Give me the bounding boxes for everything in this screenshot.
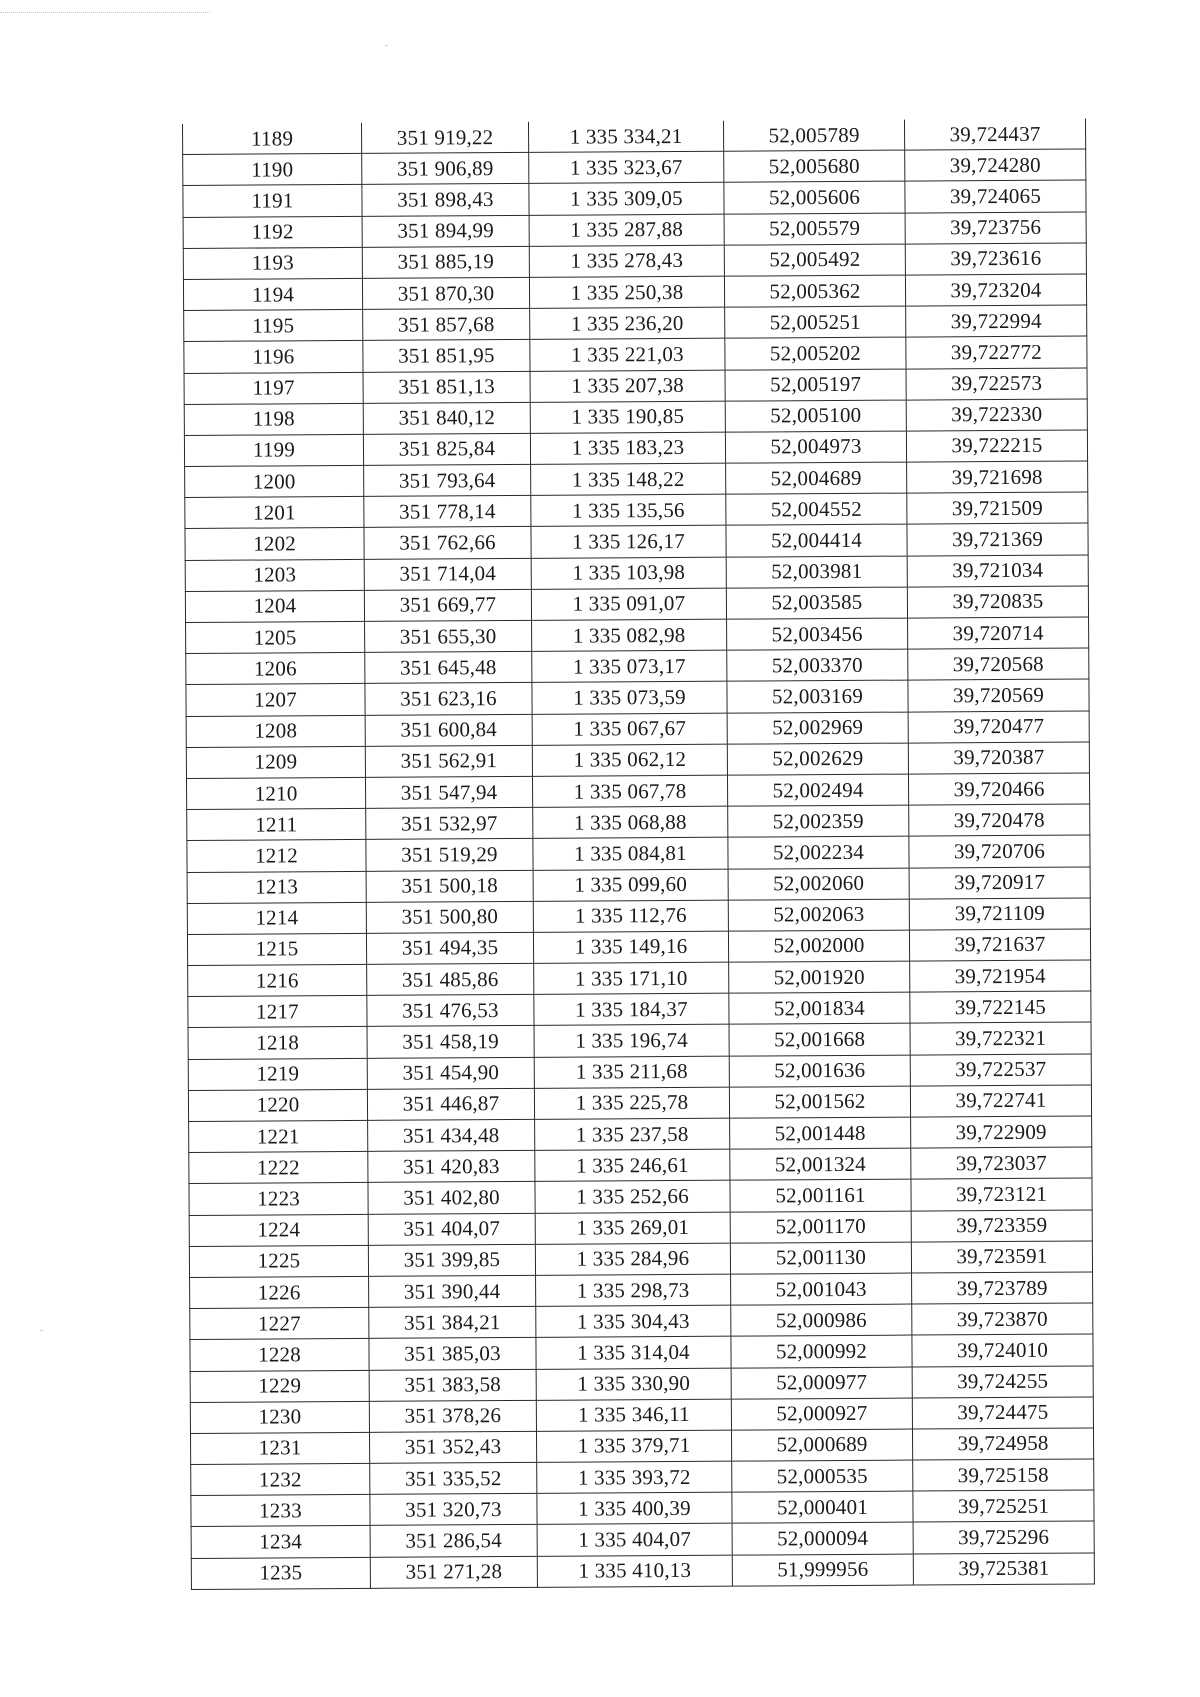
latitude-cell: 52,000986 <box>731 1304 912 1336</box>
latitude-cell: 52,000927 <box>731 1398 912 1430</box>
y-coordinate-cell: 1 335 103,98 <box>531 557 726 589</box>
point-number-cell: 1206 <box>186 653 365 685</box>
x-coordinate-cell: 351 851,95 <box>363 340 530 372</box>
latitude-cell: 52,002000 <box>728 930 909 962</box>
y-coordinate-cell: 1 335 196,74 <box>534 1025 729 1057</box>
longitude-cell: 39,721698 <box>907 461 1088 493</box>
longitude-cell: 39,725158 <box>913 1459 1094 1491</box>
y-coordinate-cell: 1 335 252,66 <box>535 1181 730 1213</box>
x-coordinate-cell: 351 840,12 <box>363 402 530 434</box>
latitude-cell: 52,001170 <box>730 1211 911 1243</box>
y-coordinate-cell: 1 335 379,71 <box>536 1430 731 1462</box>
point-number-cell: 1196 <box>184 341 363 373</box>
x-coordinate-cell: 351 851,13 <box>363 371 530 403</box>
y-coordinate-cell: 1 335 225,78 <box>534 1087 729 1119</box>
x-coordinate-cell: 351 494,35 <box>366 932 533 964</box>
coordinates-table-body <box>182 118 1094 1589</box>
x-coordinate-cell: 351 402,80 <box>368 1182 535 1214</box>
x-coordinate-cell: 351 906,89 <box>362 153 529 185</box>
latitude-cell: 52,000977 <box>731 1367 912 1399</box>
y-coordinate-cell: 1 335 323,67 <box>529 151 724 183</box>
scan-artifact-dot <box>385 45 388 46</box>
y-coordinate-cell: 1 335 346,11 <box>536 1399 731 1431</box>
y-coordinate-cell: 1 335 068,88 <box>533 806 728 838</box>
longitude-cell: 39,724475 <box>912 1397 1093 1429</box>
y-coordinate-cell: 1 335 149,16 <box>533 931 728 963</box>
longitude-cell: 39,721034 <box>907 555 1088 587</box>
longitude-cell: 39,721509 <box>907 492 1088 524</box>
y-coordinate-cell: 1 335 287,88 <box>529 214 724 246</box>
longitude-cell: 39,720568 <box>908 648 1089 680</box>
latitude-cell: 52,000992 <box>731 1335 912 1367</box>
latitude-cell: 52,001130 <box>730 1242 911 1274</box>
y-coordinate-cell: 1 335 084,81 <box>533 837 728 869</box>
longitude-cell: 39,722994 <box>906 305 1087 337</box>
latitude-cell: 52,002969 <box>727 712 908 744</box>
longitude-cell: 39,720706 <box>909 835 1090 867</box>
y-coordinate-cell: 1 335 269,01 <box>535 1212 730 1244</box>
point-number-cell: 1223 <box>189 1183 368 1215</box>
longitude-cell: 39,724958 <box>912 1428 1093 1460</box>
y-coordinate-cell: 1 335 099,60 <box>533 869 728 901</box>
x-coordinate-cell: 351 562,91 <box>365 745 532 777</box>
longitude-cell: 39,723204 <box>905 274 1086 306</box>
point-number-cell: 1198 <box>184 403 363 435</box>
point-number-cell: 1190 <box>183 154 362 186</box>
point-number-cell: 1219 <box>188 1058 367 1090</box>
point-number-cell: 1192 <box>183 216 362 248</box>
latitude-cell: 52,001043 <box>731 1273 912 1305</box>
x-coordinate-cell: 351 286,54 <box>370 1525 537 1557</box>
longitude-cell: 39,723789 <box>912 1272 1093 1304</box>
longitude-cell: 39,720477 <box>908 711 1089 743</box>
point-number-cell: 1234 <box>191 1526 370 1558</box>
point-number-cell: 1229 <box>190 1370 369 1402</box>
x-coordinate-cell: 351 894,99 <box>362 215 529 247</box>
point-number-cell: 1200 <box>185 465 364 497</box>
point-number-cell: 1222 <box>189 1152 368 1184</box>
longitude-cell: 39,722537 <box>910 1054 1091 1086</box>
point-number-cell: 1235 <box>191 1557 370 1589</box>
x-coordinate-cell: 351 547,94 <box>365 776 532 808</box>
point-number-cell: 1218 <box>188 1027 367 1059</box>
x-coordinate-cell: 351 454,90 <box>367 1057 534 1089</box>
point-number-cell: 1221 <box>189 1120 368 1152</box>
x-coordinate-cell: 351 762,66 <box>364 527 531 559</box>
longitude-cell: 39,724010 <box>912 1334 1093 1366</box>
longitude-cell: 39,723121 <box>911 1178 1092 1210</box>
latitude-cell: 52,001562 <box>729 1086 910 1118</box>
x-coordinate-cell: 351 500,18 <box>366 870 533 902</box>
point-number-cell: 1202 <box>185 528 364 560</box>
latitude-cell: 52,002359 <box>728 805 909 837</box>
point-number-cell: 1203 <box>185 559 364 591</box>
longitude-cell: 39,720387 <box>908 742 1089 774</box>
point-number-cell: 1191 <box>183 185 362 217</box>
latitude-cell: 52,005362 <box>724 275 905 307</box>
latitude-cell: 52,003370 <box>727 649 908 681</box>
point-number-cell: 1189 <box>182 123 361 155</box>
x-coordinate-cell: 351 404,07 <box>368 1213 535 1245</box>
longitude-cell: 39,724437 <box>904 118 1085 150</box>
point-number-cell: 1224 <box>189 1214 368 1246</box>
longitude-cell: 39,721637 <box>909 929 1090 961</box>
longitude-cell: 39,722909 <box>911 1116 1092 1148</box>
y-coordinate-cell: 1 335 171,10 <box>534 962 729 994</box>
y-coordinate-cell: 1 335 062,12 <box>532 744 727 776</box>
y-coordinate-cell: 1 335 207,38 <box>530 370 725 402</box>
longitude-cell: 39,723037 <box>911 1147 1092 1179</box>
longitude-cell: 39,722215 <box>906 430 1087 462</box>
latitude-cell: 52,005197 <box>725 369 906 401</box>
y-coordinate-cell: 1 335 404,07 <box>537 1524 732 1556</box>
longitude-cell: 39,720835 <box>907 586 1088 618</box>
x-coordinate-cell: 351 919,22 <box>361 122 528 154</box>
table-row <box>191 1553 1094 1590</box>
point-number-cell: 1197 <box>184 372 363 404</box>
y-coordinate-cell: 1 335 278,43 <box>529 245 724 277</box>
y-coordinate-cell: 1 335 082,98 <box>532 619 727 651</box>
scan-artifact-dot <box>40 1330 43 1331</box>
longitude-cell: 39,720714 <box>908 617 1089 649</box>
y-coordinate-cell: 1 335 135,56 <box>531 494 726 526</box>
scan-artifact-line <box>0 12 210 15</box>
point-number-cell: 1211 <box>187 809 366 841</box>
longitude-cell: 39,723756 <box>905 212 1086 244</box>
y-coordinate-cell: 1 335 330,90 <box>536 1368 731 1400</box>
x-coordinate-cell: 351 655,30 <box>365 620 532 652</box>
longitude-cell: 39,723359 <box>911 1210 1092 1242</box>
x-coordinate-cell: 351 500,80 <box>366 901 533 933</box>
point-number-cell: 1212 <box>187 840 366 872</box>
y-coordinate-cell: 1 335 284,96 <box>535 1243 730 1275</box>
point-number-cell: 1209 <box>186 746 365 778</box>
latitude-cell: 52,003169 <box>727 680 908 712</box>
longitude-cell: 39,724280 <box>905 149 1086 181</box>
latitude-cell: 52,001834 <box>729 992 910 1024</box>
x-coordinate-cell: 351 623,16 <box>365 683 532 715</box>
y-coordinate-cell: 1 335 091,07 <box>531 588 726 620</box>
point-number-cell: 1231 <box>190 1432 369 1464</box>
longitude-cell: 39,722321 <box>910 1022 1091 1054</box>
coordinates-table-container <box>182 119 1089 1590</box>
x-coordinate-cell: 351 399,85 <box>368 1244 535 1276</box>
y-coordinate-cell: 1 335 246,61 <box>535 1149 730 1181</box>
latitude-cell: 52,004689 <box>726 462 907 494</box>
x-coordinate-cell: 351 446,87 <box>367 1088 534 1120</box>
point-number-cell: 1214 <box>187 902 366 934</box>
y-coordinate-cell: 1 335 221,03 <box>530 339 725 371</box>
y-coordinate-cell: 1 335 148,22 <box>531 463 726 495</box>
latitude-cell: 52,002629 <box>727 743 908 775</box>
point-number-cell: 1216 <box>188 964 367 996</box>
point-number-cell: 1233 <box>191 1495 370 1527</box>
y-coordinate-cell: 1 335 211,68 <box>534 1056 729 1088</box>
point-number-cell: 1230 <box>190 1401 369 1433</box>
latitude-cell: 52,005680 <box>724 150 905 182</box>
x-coordinate-cell: 351 378,26 <box>369 1400 536 1432</box>
y-coordinate-cell: 1 335 304,43 <box>536 1305 731 1337</box>
x-coordinate-cell: 351 669,77 <box>364 589 531 621</box>
longitude-cell: 39,720478 <box>909 804 1090 836</box>
latitude-cell: 52,001668 <box>729 1024 910 1056</box>
longitude-cell: 39,721109 <box>909 898 1090 930</box>
x-coordinate-cell: 351 458,19 <box>367 1026 534 1058</box>
x-coordinate-cell: 351 476,53 <box>367 995 534 1027</box>
y-coordinate-cell: 1 335 073,17 <box>532 650 727 682</box>
point-number-cell: 1208 <box>186 715 365 747</box>
x-coordinate-cell: 351 885,19 <box>362 246 529 278</box>
latitude-cell: 52,004414 <box>726 525 907 557</box>
x-coordinate-cell: 351 532,97 <box>366 807 533 839</box>
longitude-cell: 39,725251 <box>913 1490 1094 1522</box>
y-coordinate-cell: 1 335 184,37 <box>534 993 729 1025</box>
latitude-cell: 52,005251 <box>725 306 906 338</box>
point-number-cell: 1201 <box>185 497 364 529</box>
latitude-cell: 52,005492 <box>724 244 905 276</box>
x-coordinate-cell: 351 778,14 <box>364 496 531 528</box>
x-coordinate-cell: 351 600,84 <box>365 714 532 746</box>
y-coordinate-cell: 1 335 393,72 <box>537 1461 732 1493</box>
latitude-cell: 52,005606 <box>724 181 905 213</box>
x-coordinate-cell: 351 434,48 <box>368 1119 535 1151</box>
point-number-cell: 1210 <box>186 777 365 809</box>
latitude-cell: 51,999956 <box>732 1554 913 1586</box>
latitude-cell: 52,001448 <box>730 1117 911 1149</box>
point-number-cell: 1195 <box>184 310 363 342</box>
y-coordinate-cell: 1 335 410,13 <box>537 1555 732 1587</box>
point-number-cell: 1213 <box>187 871 366 903</box>
x-coordinate-cell: 351 271,28 <box>370 1556 537 1588</box>
latitude-cell: 52,002060 <box>728 868 909 900</box>
x-coordinate-cell: 351 383,58 <box>369 1369 536 1401</box>
y-coordinate-cell: 1 335 190,85 <box>530 401 725 433</box>
latitude-cell: 52,002234 <box>728 836 909 868</box>
longitude-cell: 39,723591 <box>911 1241 1092 1273</box>
point-number-cell: 1227 <box>190 1308 369 1340</box>
x-coordinate-cell: 351 384,21 <box>369 1306 536 1338</box>
x-coordinate-cell: 351 390,44 <box>369 1275 536 1307</box>
x-coordinate-cell: 351 898,43 <box>362 184 529 216</box>
latitude-cell: 52,003981 <box>726 556 907 588</box>
longitude-cell: 39,722741 <box>910 1085 1091 1117</box>
longitude-cell: 39,720569 <box>908 679 1089 711</box>
x-coordinate-cell: 351 320,73 <box>370 1494 537 1526</box>
point-number-cell: 1228 <box>190 1339 369 1371</box>
x-coordinate-cell: 351 825,84 <box>363 433 530 465</box>
x-coordinate-cell: 351 714,04 <box>364 558 531 590</box>
x-coordinate-cell: 351 485,86 <box>367 963 534 995</box>
y-coordinate-cell: 1 335 237,58 <box>535 1118 730 1150</box>
point-number-cell: 1194 <box>183 278 362 310</box>
y-coordinate-cell: 1 335 250,38 <box>529 276 724 308</box>
longitude-cell: 39,725296 <box>913 1521 1094 1553</box>
point-number-cell: 1204 <box>185 590 364 622</box>
point-number-cell: 1199 <box>184 434 363 466</box>
x-coordinate-cell: 351 420,83 <box>368 1151 535 1183</box>
longitude-cell: 39,721954 <box>910 960 1091 992</box>
latitude-cell: 52,000401 <box>732 1491 913 1523</box>
latitude-cell: 52,005100 <box>725 400 906 432</box>
x-coordinate-cell: 351 352,43 <box>369 1431 536 1463</box>
longitude-cell: 39,722772 <box>906 336 1087 368</box>
y-coordinate-cell: 1 335 298,73 <box>536 1274 731 1306</box>
longitude-cell: 39,725381 <box>913 1553 1094 1585</box>
latitude-cell: 52,001324 <box>730 1148 911 1180</box>
latitude-cell: 52,002494 <box>727 774 908 806</box>
longitude-cell: 39,722330 <box>906 399 1087 431</box>
point-number-cell: 1217 <box>188 996 367 1028</box>
point-number-cell: 1226 <box>190 1276 369 1308</box>
longitude-cell: 39,724065 <box>905 180 1086 212</box>
y-coordinate-cell: 1 335 334,21 <box>528 121 723 153</box>
x-coordinate-cell: 351 870,30 <box>362 277 529 309</box>
y-coordinate-cell: 1 335 067,78 <box>532 775 727 807</box>
latitude-cell: 52,003456 <box>727 618 908 650</box>
point-number-cell: 1215 <box>187 933 366 965</box>
x-coordinate-cell: 351 645,48 <box>365 652 532 684</box>
latitude-cell: 52,002063 <box>728 899 909 931</box>
point-number-cell: 1232 <box>191 1463 370 1495</box>
x-coordinate-cell: 351 385,03 <box>369 1338 536 1370</box>
longitude-cell: 39,722145 <box>910 991 1091 1023</box>
point-number-cell: 1220 <box>188 1089 367 1121</box>
latitude-cell: 52,004973 <box>725 431 906 463</box>
latitude-cell: 52,005579 <box>724 213 905 245</box>
y-coordinate-cell: 1 335 112,76 <box>533 900 728 932</box>
longitude-cell: 39,723616 <box>905 243 1086 275</box>
longitude-cell: 39,723870 <box>912 1303 1093 1335</box>
latitude-cell: 52,000689 <box>731 1429 912 1461</box>
y-coordinate-cell: 1 335 314,04 <box>536 1336 731 1368</box>
latitude-cell: 52,005202 <box>725 337 906 369</box>
coordinates-table <box>182 118 1095 1589</box>
point-number-cell: 1193 <box>183 247 362 279</box>
latitude-cell: 52,001920 <box>729 961 910 993</box>
y-coordinate-cell: 1 335 073,59 <box>532 682 727 714</box>
y-coordinate-cell: 1 335 067,67 <box>532 713 727 745</box>
latitude-cell: 52,000535 <box>732 1460 913 1492</box>
point-number-cell: 1205 <box>186 621 365 653</box>
y-coordinate-cell: 1 335 236,20 <box>530 307 725 339</box>
longitude-cell: 39,720466 <box>908 773 1089 805</box>
x-coordinate-cell: 351 335,52 <box>370 1462 537 1494</box>
longitude-cell: 39,724255 <box>912 1365 1093 1397</box>
y-coordinate-cell: 1 335 183,23 <box>530 432 725 464</box>
x-coordinate-cell: 351 857,68 <box>363 309 530 341</box>
y-coordinate-cell: 1 335 400,39 <box>537 1492 732 1524</box>
point-number-cell: 1207 <box>186 684 365 716</box>
latitude-cell: 52,001636 <box>729 1055 910 1087</box>
longitude-cell: 39,721369 <box>907 523 1088 555</box>
latitude-cell: 52,005789 <box>723 120 904 152</box>
longitude-cell: 39,720917 <box>909 866 1090 898</box>
y-coordinate-cell: 1 335 126,17 <box>531 526 726 558</box>
y-coordinate-cell: 1 335 309,05 <box>529 183 724 215</box>
longitude-cell: 39,722573 <box>906 367 1087 399</box>
x-coordinate-cell: 351 793,64 <box>364 464 531 496</box>
latitude-cell: 52,001161 <box>730 1179 911 1211</box>
latitude-cell: 52,000094 <box>732 1522 913 1554</box>
x-coordinate-cell: 351 519,29 <box>366 839 533 871</box>
point-number-cell: 1225 <box>189 1245 368 1277</box>
latitude-cell: 52,004552 <box>726 493 907 525</box>
latitude-cell: 52,003585 <box>726 587 907 619</box>
